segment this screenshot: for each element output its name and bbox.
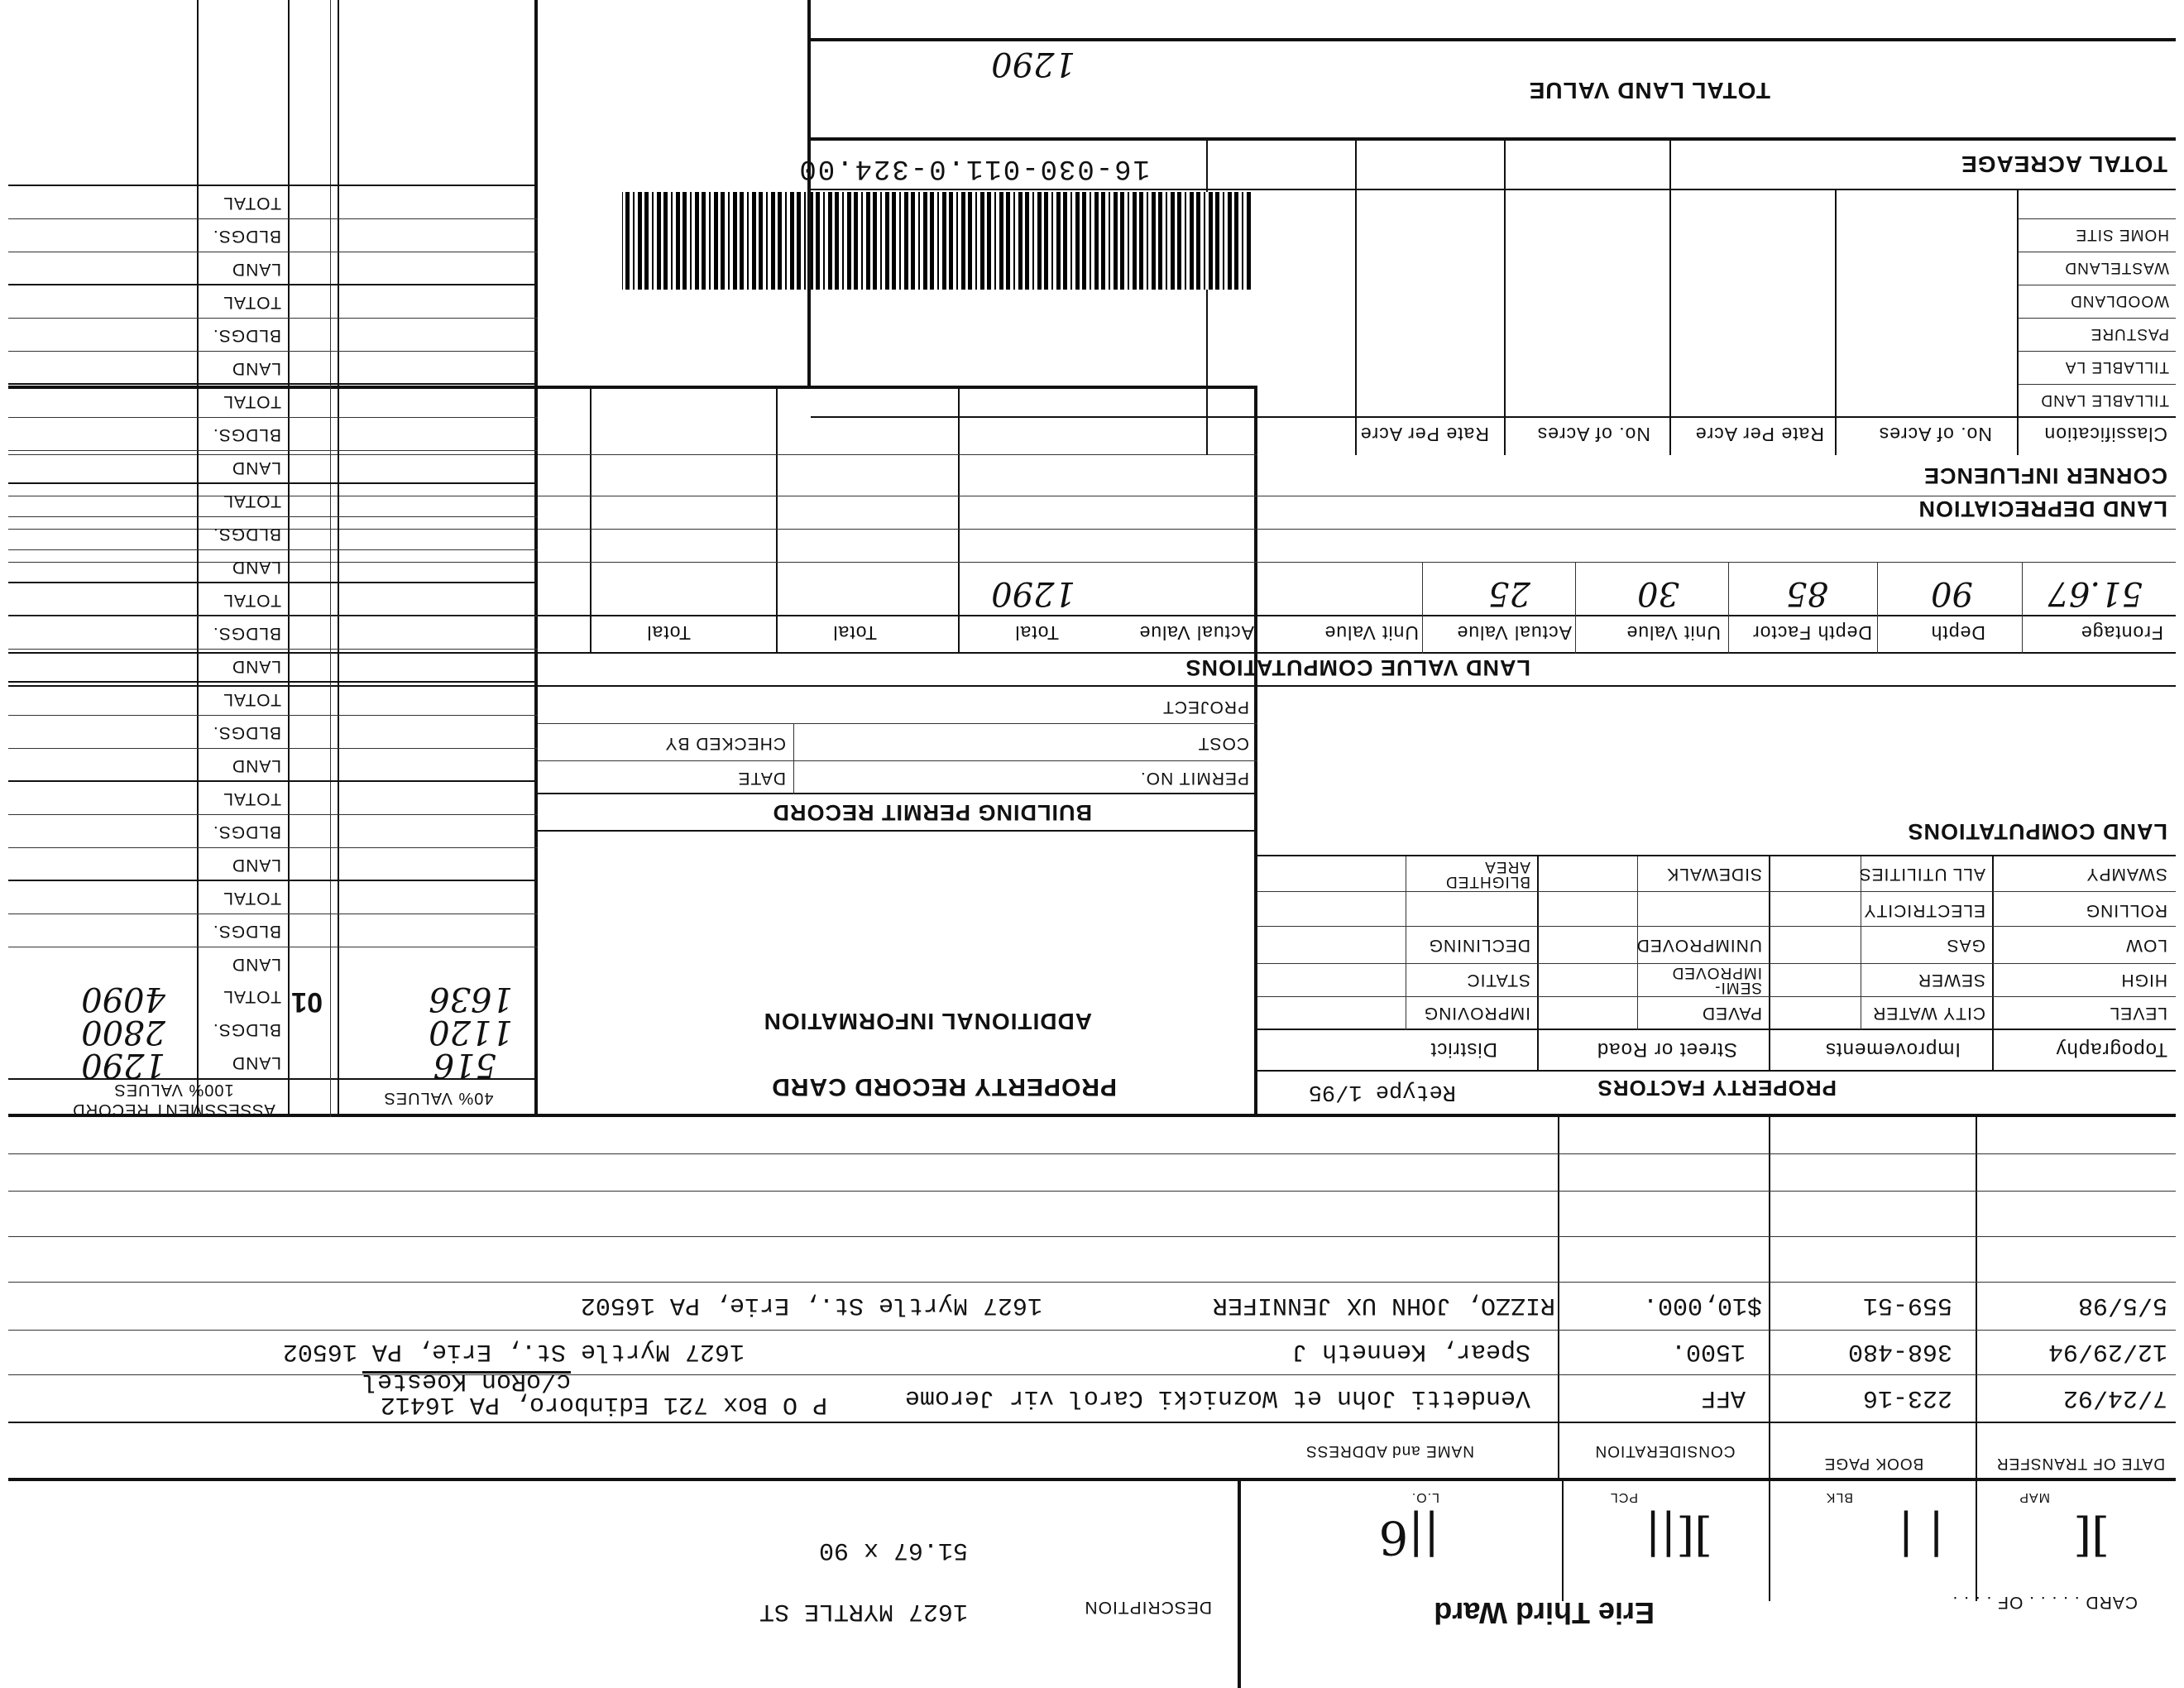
assess-label: BLDGS. xyxy=(212,624,281,643)
total-header-3: Total xyxy=(646,622,691,644)
values-100-header: 100% VALUES xyxy=(113,1081,234,1099)
factor-paved: PAVED xyxy=(1701,1004,1762,1023)
acres-header-2: No. of Acres xyxy=(1536,424,1650,445)
assess-row-rule xyxy=(8,549,538,550)
transfer-col-2 xyxy=(1769,1117,1770,1481)
factor-semi-improved: SEMI-IMPROVED xyxy=(1671,964,1762,996)
lvc-header-rule xyxy=(8,652,2176,654)
transfer-book-page: 368-480 xyxy=(1847,1337,1952,1365)
transfer-date-header: DATE OF TRANSFER xyxy=(1995,1455,2166,1472)
factor-level: LEVEL xyxy=(2109,1004,2167,1023)
unit-value-header: Unit Value xyxy=(1626,622,1721,644)
transfer-col-3 xyxy=(1558,1117,1559,1481)
transfer-row-rule xyxy=(8,1282,2176,1283)
acreage-total-bottom xyxy=(811,137,2176,141)
assess-label: TOTAL xyxy=(223,293,281,312)
factor-gas: GAS xyxy=(1946,936,1985,955)
assess-40-bldgs: 1120 xyxy=(429,1013,513,1051)
lo-label: L.O. xyxy=(1410,1490,1439,1504)
class-home-site: HOME SITE xyxy=(2075,226,2169,243)
factors-row xyxy=(1257,926,2176,927)
pcl-label: PCL xyxy=(1609,1490,1638,1504)
factor-declining: DECLINING xyxy=(1428,936,1530,955)
transfer-date: 5/5/98 xyxy=(2077,1291,2167,1319)
class-row xyxy=(2019,384,2176,385)
depth-factor-header: Depth Factor xyxy=(1752,622,1872,644)
assess-label: LAND xyxy=(231,856,281,875)
permit-no-label: PERMIT NO. xyxy=(1139,769,1249,788)
factors-col xyxy=(1537,856,1539,1072)
blk-divider xyxy=(1769,1481,1770,1601)
lvc-col xyxy=(1422,563,1423,654)
transfer-address: 1627 Myrtle St., Erie, PA 16502 xyxy=(282,1337,745,1365)
transfer-name: RIZZO, JOHN UX JENNIFER xyxy=(1212,1291,1555,1319)
blk-label: BLK xyxy=(1825,1490,1853,1504)
values-40-header: 40% VALUES xyxy=(383,1089,494,1107)
transfer-header-rule xyxy=(8,1422,2176,1423)
transfer-address: 1627 Myrtle St., Erie, PA 16502 xyxy=(580,1291,1042,1319)
assess-row-rule xyxy=(8,318,538,319)
transfer-col-1 xyxy=(1976,1117,1977,1481)
section-rule xyxy=(8,1114,2176,1117)
card-label: CARD . . . . . OF . . . . xyxy=(1952,1593,2138,1612)
lvc-row-rule xyxy=(8,529,2176,530)
lo-value: ||6 xyxy=(1378,1510,1439,1564)
map-label: MAP xyxy=(2019,1490,2050,1504)
land-bottom-rule xyxy=(811,38,2176,41)
land-value-computations-title: LAND VALUE COMPUTATIONS xyxy=(1185,655,1530,680)
factor-all-utilities: ALL UTILITIES xyxy=(1858,865,1985,884)
frontage-header: Frontage xyxy=(2080,622,2163,644)
assess-label: LAND xyxy=(231,955,281,974)
assessment-col xyxy=(338,0,339,1117)
assess-label-bldgs: BLDGS. xyxy=(212,1020,281,1039)
transfer-row-rule xyxy=(8,1330,2176,1331)
assess-row-rule xyxy=(8,847,538,848)
transfer-book-page: 223-16 xyxy=(1862,1383,1952,1412)
class-row xyxy=(2019,351,2176,352)
transfer-address: P O Box 721 Edinboro, PA 16412 xyxy=(380,1390,827,1418)
factor-city-water: CITY WATER xyxy=(1872,1004,1985,1023)
assess-row-rule xyxy=(8,383,538,385)
classification-header: Classification xyxy=(2043,424,2167,445)
assess-label: BLDGS. xyxy=(212,525,281,544)
assess-label: TOTAL xyxy=(223,690,281,709)
district-header: District xyxy=(1430,1038,1497,1061)
assess-row-rule xyxy=(8,450,538,451)
depth-header: Depth xyxy=(1930,622,1985,644)
property-dimensions: 51.67 x 90 xyxy=(818,1536,968,1564)
assess-row-rule xyxy=(8,417,538,418)
assess-row-rule xyxy=(8,649,538,650)
land-depreciation-label: LAND DEPRECIATION xyxy=(1918,496,2167,521)
lvc-col xyxy=(958,389,960,654)
property-address: 1627 MYRTLE ST xyxy=(759,1597,968,1625)
assess-row-rule xyxy=(8,582,538,583)
factors-bottom xyxy=(1257,855,2176,856)
pcl-divider xyxy=(1562,1481,1564,1601)
acreage-col xyxy=(2017,190,2019,455)
rate-header-2: Rate Per Acre xyxy=(1359,424,1489,445)
street-road-header: Street or Road xyxy=(1596,1038,1737,1061)
total-land-value-label: TOTAL LAND VALUE xyxy=(1528,78,1770,103)
assess-row-rule xyxy=(8,284,538,285)
permit-rule xyxy=(538,760,1257,761)
factors-col xyxy=(1769,856,1770,1072)
assess-row-rule xyxy=(8,880,538,881)
assess-row-rule xyxy=(8,218,538,219)
lvc-top-rule xyxy=(8,685,2176,687)
assess-label: BLDGS. xyxy=(212,922,281,941)
pcl-value: ][|| xyxy=(1645,1510,1712,1564)
class-woodland: WOODLAND xyxy=(2070,292,2169,309)
transfer-row-rule xyxy=(8,1191,2176,1192)
actual-value-header: Actual Value xyxy=(1456,622,1572,644)
total-acreage-label: TOTAL ACREAGE xyxy=(1961,151,2167,177)
total-land-value-amount: 1290 xyxy=(991,45,1075,83)
building-permit-label: BUILDING PERMIT RECORD xyxy=(772,800,1092,825)
header-bottom-rule xyxy=(8,1478,2176,1481)
factor-improving: IMPROVING xyxy=(1423,1004,1530,1023)
factor-blighted-area: BLIGHTED AREA xyxy=(1444,858,1530,890)
assess-label: BLDGS. xyxy=(212,822,281,842)
lvc-col xyxy=(590,389,592,654)
ward-name: Erie Third Ward xyxy=(1434,1596,1655,1630)
frontage-value: 51.67 xyxy=(2048,574,2143,612)
acres-header: No. of Acres xyxy=(1878,424,1992,445)
lvc-col xyxy=(2022,563,2023,654)
transfer-consideration: AFF xyxy=(1700,1383,1746,1412)
section-rule xyxy=(8,386,1257,389)
depth-value: 90 xyxy=(1931,574,1973,612)
assess-label: BLDGS. xyxy=(212,723,281,742)
assess-40-total: 1636 xyxy=(429,980,513,1018)
factors-row xyxy=(1257,996,2176,997)
class-tillable-land: TILLABLE LAND xyxy=(2040,391,2169,409)
assess-label: TOTAL xyxy=(223,492,281,511)
transfer-consideration: 1500. xyxy=(1670,1337,1746,1365)
assess-label: TOTAL xyxy=(223,194,281,213)
transfer-row-rule xyxy=(8,1374,2176,1375)
transfer-care-of: c/oRon Koestel xyxy=(362,1367,571,1395)
class-row xyxy=(2019,218,2176,219)
additional-info-label: ADDITIONAL INFORMATION xyxy=(763,1009,1092,1034)
assess-label-land: LAND xyxy=(231,1053,281,1072)
transfer-row-rule xyxy=(8,1153,2176,1154)
improvements-header: Improvements xyxy=(1824,1038,1961,1061)
assess-label: LAND xyxy=(231,558,281,577)
lvc-col xyxy=(1575,563,1576,654)
map-value: ][ xyxy=(2073,1510,2110,1564)
transfer-name-header: NAME and ADDRESS xyxy=(1305,1442,1474,1460)
factors-col xyxy=(1992,856,1994,1072)
assess-row-rule xyxy=(8,748,538,749)
unit-value-header-2: Unit Value xyxy=(1324,622,1419,644)
total-value: 1290 xyxy=(991,574,1075,612)
corner-influence-label: CORNER INFLUENCE xyxy=(1923,463,2167,488)
acreage-col xyxy=(1355,141,1357,455)
assess-label: LAND xyxy=(231,657,281,676)
class-tillable-la: TILLABLE LA xyxy=(2064,358,2169,376)
factor-static: STATIC xyxy=(1466,971,1530,990)
acreage-header-rule xyxy=(811,416,2176,418)
acreage-col xyxy=(1835,190,1837,455)
assess-row-rule xyxy=(8,780,538,782)
topography-header: Topography xyxy=(2055,1038,2167,1061)
property-factors-title: PROPERTY FACTORS xyxy=(1597,1076,1837,1101)
assess-40-land: 516 xyxy=(433,1046,496,1084)
assess-row-rule xyxy=(8,516,538,517)
assessment-code: 01 xyxy=(291,986,323,1018)
retype-note: Retype 1/95 xyxy=(1308,1079,1456,1104)
assess-label: LAND xyxy=(231,458,281,477)
factor-swampy: SWAMPY xyxy=(2086,865,2167,884)
assessment-title: ASSESSMENT RECORD xyxy=(72,1101,275,1119)
assess-row-rule xyxy=(8,681,538,683)
record-card-title: PROPERTY RECORD CARD xyxy=(771,1073,1117,1101)
assessment-col xyxy=(330,0,331,1117)
factor-unimproved: UNIMPROVED xyxy=(1636,936,1762,955)
transfer-row-rule xyxy=(8,1236,2176,1237)
depth-factor-value: 85 xyxy=(1786,574,1828,612)
assess-label: BLDGS. xyxy=(212,326,281,345)
assess-label: LAND xyxy=(231,260,281,279)
unit-value-value: 30 xyxy=(1637,574,1679,612)
permit-col xyxy=(793,724,794,794)
factors-rule xyxy=(1257,1070,2176,1072)
assess-label: TOTAL xyxy=(223,392,281,411)
assess-100-bldgs: 2800 xyxy=(81,1013,165,1051)
checked-by-label: CHECKED BY xyxy=(664,734,786,753)
assess-label: TOTAL xyxy=(223,889,281,908)
header-divider xyxy=(1238,1481,1241,1688)
assess-row-rule xyxy=(8,482,538,484)
assess-100-total: 4090 xyxy=(81,980,165,1018)
transfer-date: 12/29/94 xyxy=(2048,1337,2167,1365)
transfer-name: Spear, Kenneth J xyxy=(1291,1337,1530,1365)
transfer-name: Vendetti John et Woznicki Carol vir Jerome xyxy=(904,1383,1530,1412)
lvc-col xyxy=(1728,563,1729,654)
assessment-col xyxy=(197,0,199,1117)
factor-electricity: ELECTRICITY xyxy=(1863,901,1985,920)
permit-rule xyxy=(538,830,1257,832)
permit-rule xyxy=(538,793,1257,794)
assess-label: LAND xyxy=(231,756,281,775)
assess-label: BLDGS. xyxy=(212,425,281,444)
land-computations-title: LAND COMPUTATIONS xyxy=(1907,819,2167,844)
factor-sidewalk: SIDEWALK xyxy=(1666,865,1762,884)
assess-100-land: 1290 xyxy=(81,1046,165,1084)
record-right-border xyxy=(534,0,538,1117)
assess-row-rule xyxy=(8,814,538,815)
lvc-col xyxy=(1877,563,1878,654)
acreage-total-rule xyxy=(811,189,2176,190)
transfer-consideration: $10,000. xyxy=(1642,1291,1762,1319)
assess-label: BLDGS. xyxy=(212,227,281,246)
land-right-border xyxy=(807,0,811,389)
class-row xyxy=(2019,318,2176,319)
assess-row-rule xyxy=(8,185,538,186)
permit-date-label: DATE xyxy=(737,769,786,788)
parcel-id: 16-030-011.0-324.00 xyxy=(797,152,1150,184)
factor-rolling: ROLLING xyxy=(2085,901,2167,920)
factor-sewer: SEWER xyxy=(1917,971,1985,990)
factors-rule xyxy=(1257,1029,2176,1030)
lvc-row-rule xyxy=(8,454,1257,455)
total-header: Total xyxy=(1014,622,1059,644)
total-header-2: Total xyxy=(832,622,877,644)
map-divider xyxy=(1976,1481,1977,1601)
assess-row-rule xyxy=(8,715,538,716)
assessment-col xyxy=(288,0,290,1117)
factors-row xyxy=(1257,891,2176,892)
factor-low: LOW xyxy=(2125,936,2167,955)
factor-high: HIGH xyxy=(2120,971,2167,990)
class-wasteland: WASTELAND xyxy=(2064,259,2169,276)
lvc-col xyxy=(776,389,778,654)
acreage-col xyxy=(1206,141,1208,455)
project-label: PROJECT xyxy=(1161,698,1249,717)
acreage-col xyxy=(1669,141,1671,455)
acreage-col xyxy=(1504,141,1506,455)
parcel-barcode xyxy=(622,192,1251,290)
assess-label-total: TOTAL xyxy=(223,987,281,1006)
lvc-row-rule xyxy=(8,562,2176,563)
description-label: DESCRIPTION xyxy=(1084,1598,1212,1617)
assess-label: LAND xyxy=(231,359,281,378)
permit-cost-label: COST xyxy=(1197,734,1249,753)
assess-label: TOTAL xyxy=(223,591,281,610)
assess-row-rule xyxy=(8,351,538,352)
actual-value-value: 25 xyxy=(1488,574,1530,612)
class-pasture: PASTURE xyxy=(2090,325,2169,343)
lvc-col xyxy=(1256,389,1257,654)
blk-value: | | xyxy=(1898,1510,1944,1564)
permit-rule xyxy=(538,723,1257,724)
transfer-date: 7/24/92 xyxy=(2062,1383,2167,1412)
transfer-book-header: BOOK PAGE xyxy=(1823,1455,1924,1472)
transfer-consideration-header: CONSIDERATION xyxy=(1594,1442,1736,1460)
assess-label: TOTAL xyxy=(223,789,281,808)
rate-header: Rate Per Acre xyxy=(1694,424,1824,445)
transfer-book-page: 559-51 xyxy=(1862,1291,1952,1319)
actual-value-header-2: Actual Value xyxy=(1138,622,1254,644)
